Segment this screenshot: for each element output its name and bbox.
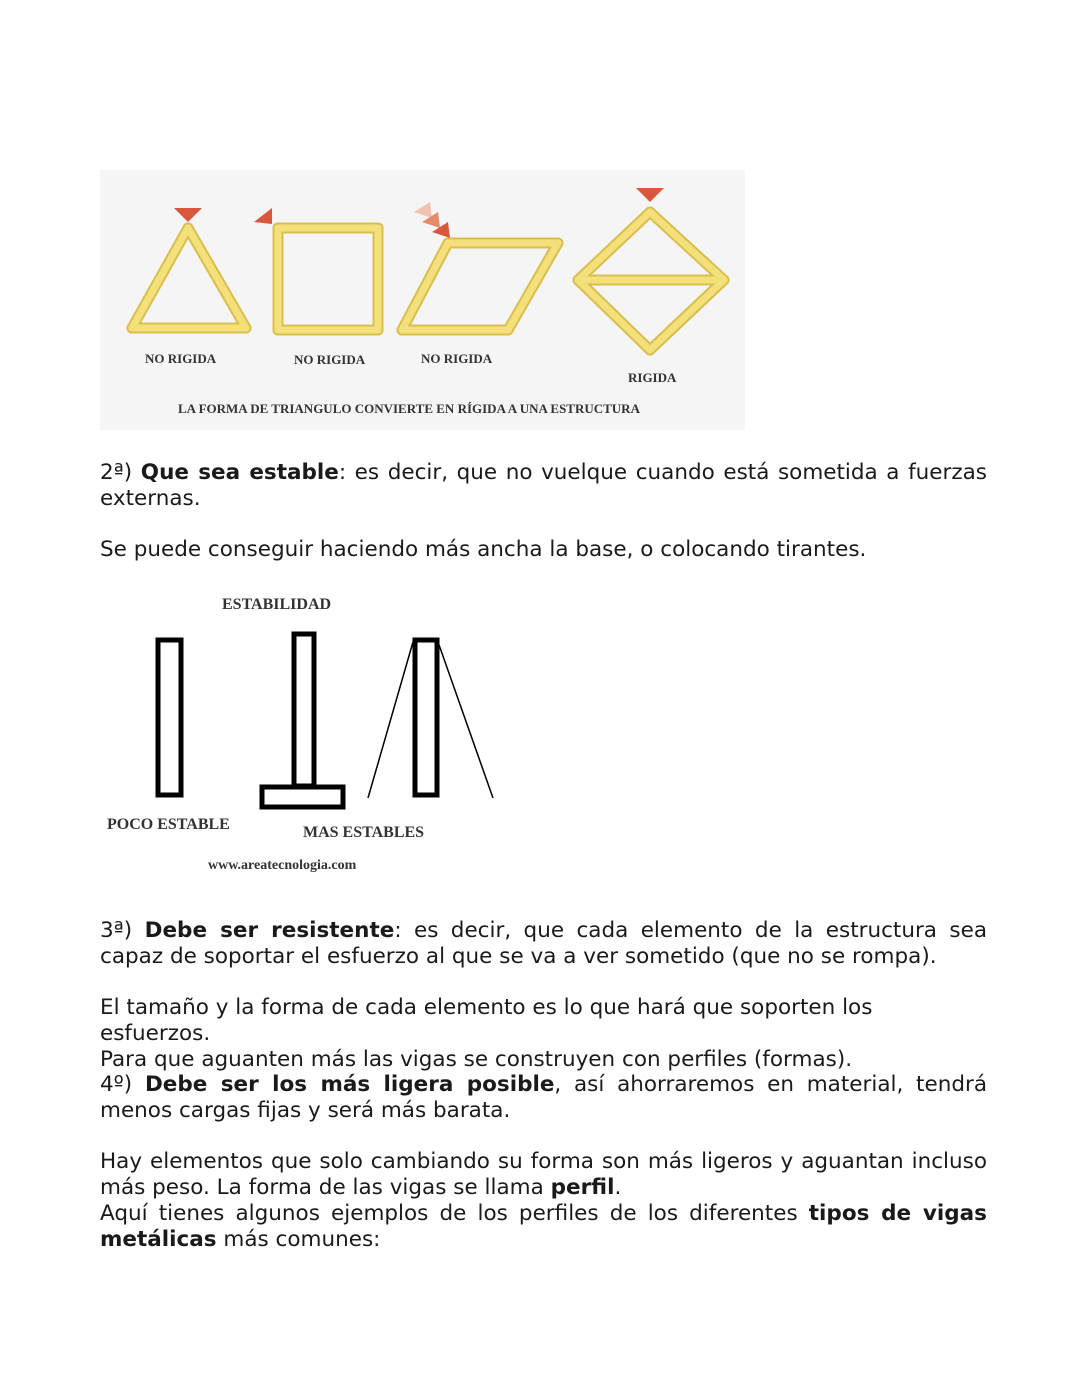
section4-tipos-vigas: tipos de vigas metálicas — [100, 1201, 987, 1252]
section4-perfil: perfil — [550, 1175, 615, 1200]
stability-diagram — [100, 590, 520, 890]
label-no-rigida-3: NO RIGIDA — [421, 351, 493, 366]
section4-text: , así ahorraremos en material, tendrá menos cargas fijas y será más barata. — [100, 1072, 987, 1123]
section2-paragraph-2: Se puede conseguir haciendo más ancha la base, o colocando tirantes. — [100, 537, 867, 562]
unstable-column — [158, 640, 181, 795]
section3-paragraph — [100, 918, 987, 970]
label-no-rigida-2: NO RIGIDA — [294, 352, 366, 367]
section4-p2-text: Hay elementos que solo cambiando su forma son más ligeros y aguantan incluso más peso. La forma de las vigas se llama — [100, 1149, 987, 1200]
rigidity-figure — [100, 170, 745, 430]
label-no-rigida-1: NO RIGIDA — [145, 351, 217, 366]
section4-number: 4º) — [100, 1072, 133, 1097]
section4-paragraph — [100, 1072, 987, 1124]
label-mas-estables: MAS ESTABLES — [303, 824, 425, 841]
section4-p3-text: Aquí tienes algunos ejemplos de los perfiles de los diferentes — [100, 1201, 809, 1226]
based-column — [294, 634, 314, 786]
section4-p2-end: . — [614, 1175, 622, 1200]
section2-paragraph — [100, 460, 987, 512]
section3-number: 3ª) — [100, 918, 133, 943]
stability-figure — [100, 590, 520, 890]
column-base — [262, 787, 343, 807]
section4-p3-end: más comunes: — [216, 1227, 381, 1252]
section3-heading: Debe ser resistente — [144, 918, 395, 943]
source-url: www.areatecnologia.com — [208, 858, 357, 873]
braced-column — [415, 640, 437, 795]
rigidity-diagram — [100, 170, 745, 430]
section3-text: : es decir, que cada elemento de la estructura sea capaz de soportar el esfuerzo al que se va a ver sometido (que no se rompa). — [100, 918, 988, 969]
section3-paragraph-2 — [100, 995, 987, 1073]
label-poco-estable: POCO ESTABLE — [107, 816, 230, 833]
section2-number: 2ª) — [100, 460, 133, 485]
section4-paragraph-2 — [100, 1149, 987, 1253]
rigidity-caption: LA FORMA DE TRIANGULO CONVIERTE EN RÍGIDA A UNA ESTRUCTURA — [178, 401, 640, 416]
stability-title: ESTABILIDAD — [222, 596, 332, 613]
section3-line2: Para que aguanten más las vigas se construyen con perfiles (formas). — [100, 1047, 853, 1072]
section4-heading: Debe ser los más ligera posible — [144, 1072, 555, 1097]
label-rigida: RIGIDA — [628, 370, 677, 385]
section2-text: : es decir, que no vuelque cuando está sometida a fuerzas externas. — [100, 460, 987, 511]
section3-line1: El tamaño y la forma de cada elemento es lo que hará que soporten los esfuerzos. — [100, 995, 873, 1046]
section2-heading: Que sea estable — [140, 460, 339, 485]
